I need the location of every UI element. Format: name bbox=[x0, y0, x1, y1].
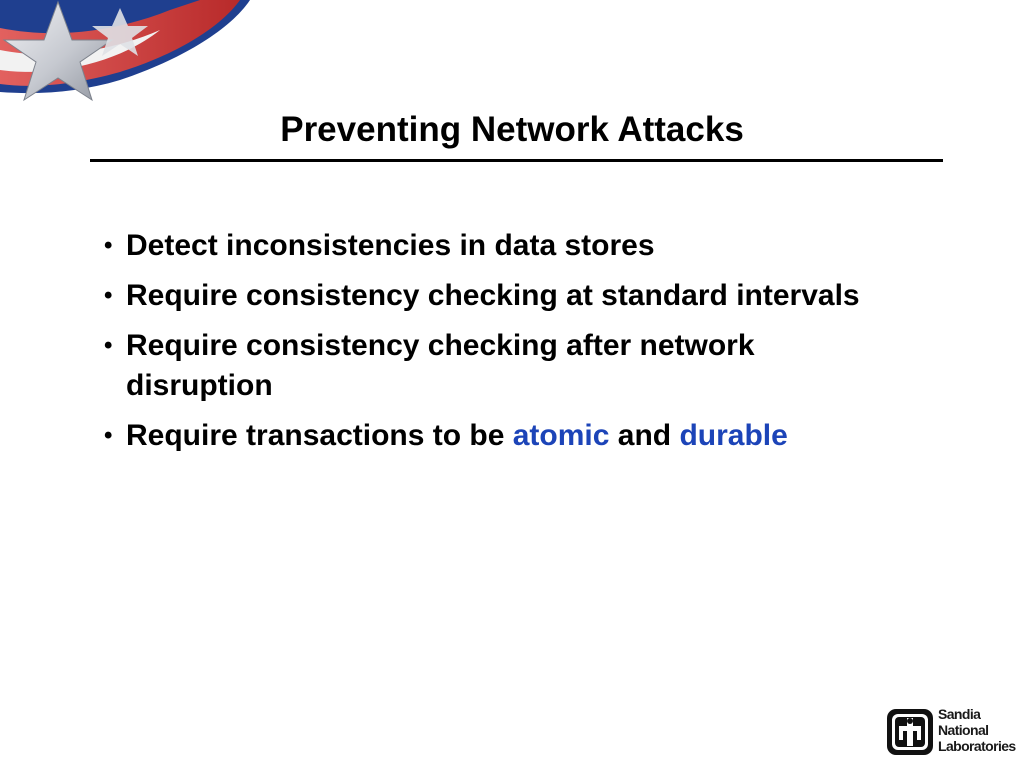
bullet-text: Require consistency checking at standard intervals bbox=[126, 279, 860, 312]
bullet-item bbox=[104, 276, 904, 316]
title-underline bbox=[90, 159, 943, 162]
bullet-text: Detect inconsistencies in data stores bbox=[126, 229, 655, 262]
bullet-text-middle: and bbox=[609, 419, 680, 452]
bullet-dot-icon: • bbox=[104, 282, 113, 309]
bullet-item bbox=[104, 226, 904, 266]
slide-title: Preventing Network Attacks bbox=[280, 110, 744, 149]
accent-word-durable: durable bbox=[679, 419, 788, 452]
bullet-dot-icon: • bbox=[104, 232, 113, 259]
accent-word-atomic: atomic bbox=[512, 419, 610, 452]
bullet-text-prefix: Require transactions to be bbox=[126, 419, 513, 452]
logo-line-2: National bbox=[938, 722, 989, 738]
sandia-logo bbox=[886, 706, 1014, 760]
bullet-text: Require consistency checking after network disruption bbox=[126, 329, 755, 402]
bullet-dot-icon: • bbox=[104, 332, 113, 359]
bullet-item bbox=[104, 416, 904, 456]
logo-line-1: Sandia bbox=[938, 706, 981, 722]
logo-text bbox=[938, 706, 1018, 754]
bullet-dot-icon: • bbox=[104, 422, 113, 449]
bullet-list bbox=[104, 226, 904, 466]
logo-line-3: Laboratories bbox=[938, 738, 1016, 754]
bullet-item bbox=[104, 326, 904, 406]
sandia-thunderbird-icon bbox=[886, 708, 934, 756]
